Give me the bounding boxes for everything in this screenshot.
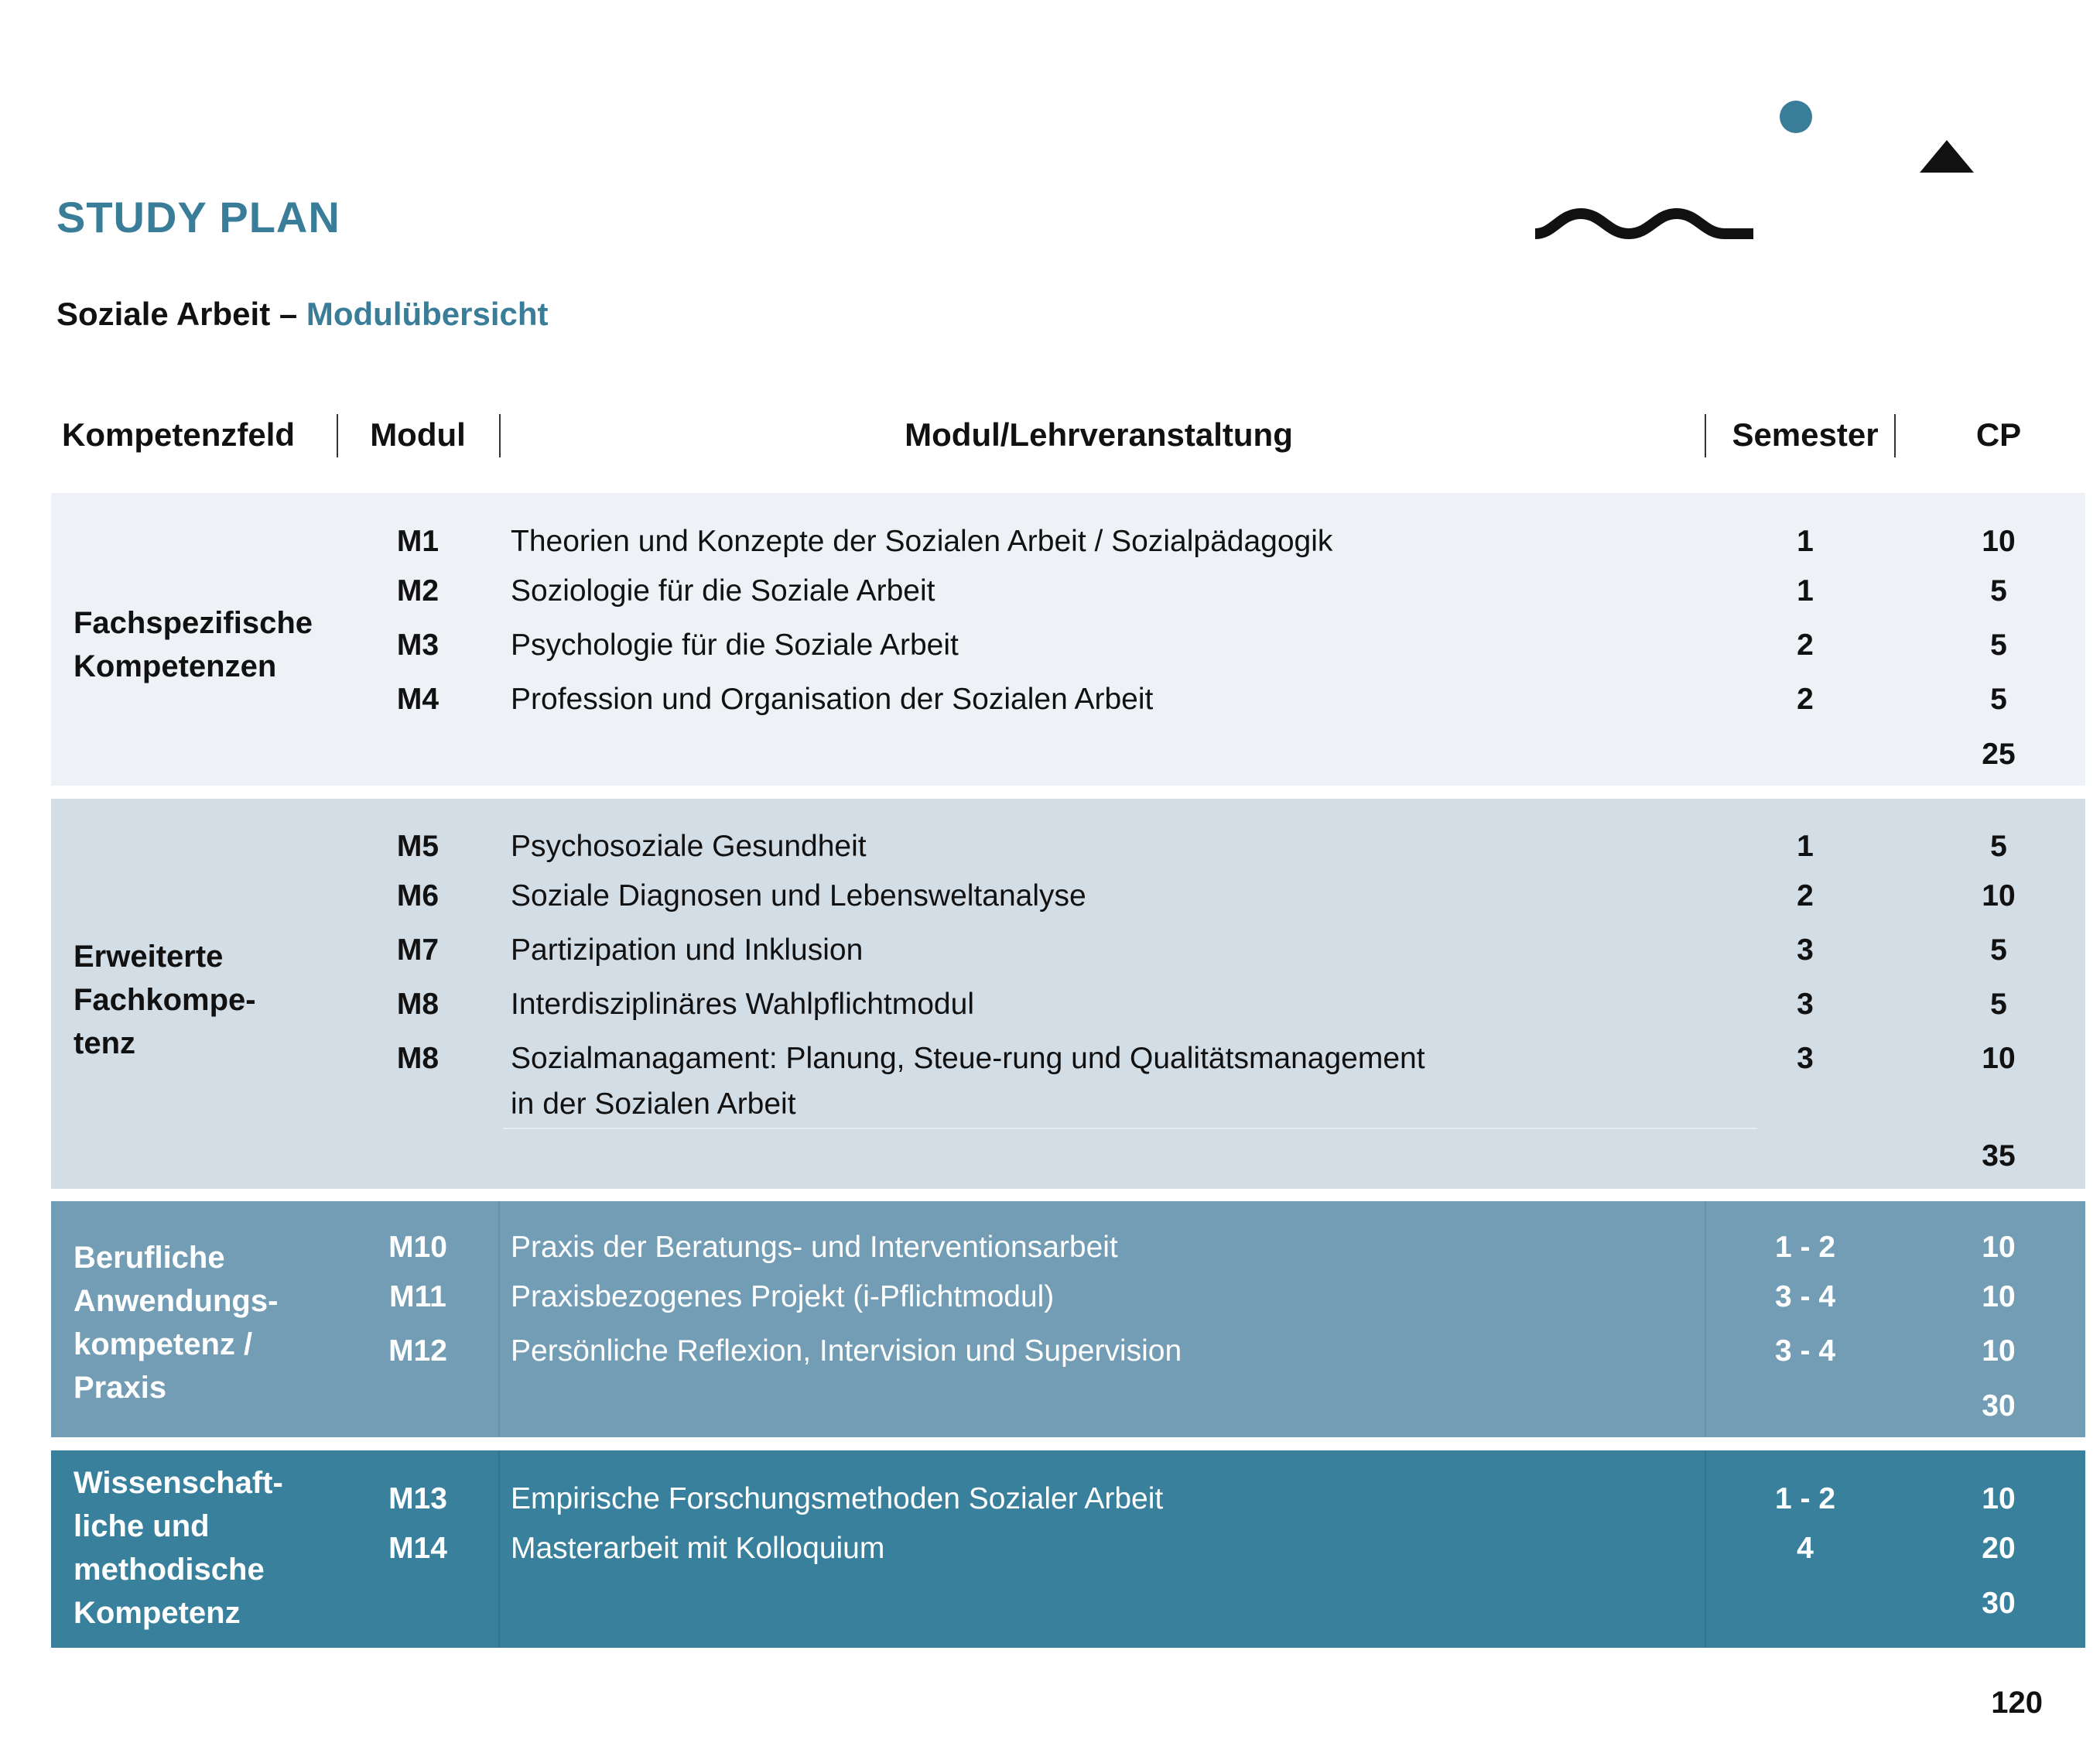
semester-value: 2 bbox=[1797, 683, 1814, 716]
semester-value: 1 - 2 bbox=[1774, 1482, 1836, 1515]
page-title: STUDY PLAN bbox=[56, 193, 340, 241]
course-title: Empirische Forschungsmethoden Sozialer Arbeit bbox=[511, 1482, 1164, 1515]
semester-value: 1 - 2 bbox=[1774, 1231, 1836, 1264]
field-line: Fachspezifische bbox=[74, 606, 313, 640]
semester-value: 3 bbox=[1797, 933, 1814, 967]
group-total-cp: 30 bbox=[1982, 1587, 2016, 1620]
cp-value: 5 bbox=[1990, 988, 2007, 1021]
semester-value: 1 bbox=[1797, 574, 1814, 608]
column-line bbox=[1705, 1450, 1706, 1648]
semester-value: 3 bbox=[1797, 1042, 1814, 1075]
course-title: Masterarbeit mit Kolloquium bbox=[511, 1532, 885, 1565]
semester-value: 2 bbox=[1797, 879, 1814, 913]
cp-value: 5 bbox=[1990, 574, 2007, 608]
wave-icon bbox=[1531, 201, 1756, 248]
module-code: M8 bbox=[396, 988, 439, 1021]
cp-value: 20 bbox=[1982, 1532, 2016, 1565]
module-code: M8 bbox=[396, 1042, 439, 1075]
course-title: Soziale Diagnosen und Lebensweltanalyse bbox=[511, 879, 1086, 913]
field-line: Anwendungs- bbox=[74, 1284, 279, 1318]
column-header-module: Modul bbox=[370, 416, 466, 453]
course-title: Praxis der Beratungs- und Interventionsarbeit bbox=[511, 1231, 1118, 1264]
module-code: M12 bbox=[388, 1334, 447, 1368]
row-divider bbox=[503, 1128, 1757, 1129]
cp-value: 10 bbox=[1982, 1042, 2016, 1075]
field-line: kompetenz / bbox=[74, 1327, 253, 1361]
module-code: M13 bbox=[388, 1482, 447, 1515]
module-code: M1 bbox=[396, 525, 439, 558]
module-code: M2 bbox=[396, 574, 439, 608]
competence-field bbox=[74, 601, 313, 688]
cp-value: 5 bbox=[1990, 933, 2007, 967]
semester-value: 1 bbox=[1797, 525, 1814, 558]
column-header-semester: Semester bbox=[1732, 416, 1879, 453]
module-code: M3 bbox=[396, 628, 439, 662]
course-title: Soziologie für die Soziale Arbeit bbox=[511, 574, 935, 608]
competence-field bbox=[74, 1236, 278, 1409]
cp-value: 5 bbox=[1990, 830, 2007, 863]
module-code: M7 bbox=[396, 933, 439, 967]
module-code: M4 bbox=[396, 683, 439, 716]
semester-value: 3 bbox=[1797, 988, 1814, 1021]
field-line: Erweiterte bbox=[74, 940, 224, 974]
course-title: Profession und Organisation der Sozialen Arbeit bbox=[511, 683, 1154, 716]
field-line: Kompetenzen bbox=[74, 649, 277, 683]
cp-value: 10 bbox=[1982, 525, 2016, 558]
column-line bbox=[1705, 1201, 1706, 1437]
course-title: Theorien und Konzepte der Sozialen Arbeit / Sozialpädagogik bbox=[511, 525, 1333, 558]
column-header-course: Modul/Lehrveranstaltung bbox=[905, 416, 1293, 453]
field-line: tenz bbox=[74, 1026, 135, 1060]
module-code: M5 bbox=[396, 830, 439, 863]
field-line: Praxis bbox=[74, 1371, 167, 1405]
field-line: Fachkompe- bbox=[74, 983, 256, 1017]
semester-value: 4 bbox=[1797, 1532, 1814, 1565]
semester-value: 3 - 4 bbox=[1774, 1334, 1836, 1368]
competence-field bbox=[74, 935, 256, 1065]
page-subtitle bbox=[56, 296, 549, 333]
column-line bbox=[498, 1201, 500, 1437]
field-line: Kompetenz bbox=[74, 1596, 241, 1630]
column-header-field: Kompetenzfeld bbox=[62, 416, 296, 453]
module-code: M6 bbox=[396, 879, 439, 913]
course-title: Psychosoziale Gesundheit bbox=[511, 830, 867, 863]
group-total-cp: 25 bbox=[1982, 738, 2016, 771]
column-divider bbox=[337, 414, 338, 457]
course-title: Persönliche Reflexion, Intervision und Supervision bbox=[511, 1334, 1182, 1368]
column-header-cp: CP bbox=[1975, 416, 2022, 453]
semester-value: 3 - 4 bbox=[1774, 1280, 1836, 1313]
field-line: Wissenschaft- bbox=[74, 1466, 283, 1500]
triangle-icon bbox=[1917, 138, 1976, 175]
cp-value: 5 bbox=[1990, 683, 2007, 716]
course-title: Partizipation und Inklusion bbox=[511, 933, 864, 967]
subtitle-accent: Modulübersicht bbox=[306, 296, 549, 332]
course-title: Sozialmanagament: Planung, Steue-rung und Qualitätsmanagement bbox=[511, 1042, 1425, 1075]
group-total-cp: 30 bbox=[1982, 1389, 2016, 1423]
column-line bbox=[498, 1450, 500, 1648]
cp-value: 10 bbox=[1982, 1231, 2016, 1264]
field-line: methodische bbox=[74, 1553, 265, 1587]
field-line: Berufliche bbox=[74, 1241, 225, 1275]
semester-value: 1 bbox=[1797, 830, 1814, 863]
module-code: M11 bbox=[389, 1280, 446, 1313]
course-title-continued: in der Sozialen Arbeit bbox=[511, 1087, 796, 1121]
cp-value: 10 bbox=[1982, 1482, 2016, 1515]
course-title: Psychologie für die Soziale Arbeit bbox=[511, 628, 959, 662]
cp-value: 5 bbox=[1990, 628, 2007, 662]
module-code: M14 bbox=[388, 1532, 447, 1565]
cp-value: 10 bbox=[1982, 879, 2016, 913]
module-code: M10 bbox=[388, 1231, 447, 1264]
semester-value: 2 bbox=[1797, 628, 1814, 662]
subtitle-main: Soziale Arbeit – bbox=[56, 296, 306, 332]
course-title: Interdisziplinäres Wahlpflichtmodul bbox=[511, 988, 974, 1021]
column-divider bbox=[499, 414, 501, 457]
cp-value: 10 bbox=[1982, 1334, 2016, 1368]
column-divider bbox=[1705, 414, 1706, 457]
column-divider bbox=[1894, 414, 1896, 457]
group-total-cp: 35 bbox=[1982, 1139, 2016, 1173]
competence-field bbox=[74, 1461, 283, 1635]
course-title: Praxisbezogenes Projekt (i-Pflichtmodul) bbox=[511, 1280, 1055, 1313]
cp-value: 10 bbox=[1982, 1280, 2016, 1313]
field-line: liche und bbox=[74, 1509, 210, 1543]
page-number: 120 bbox=[1991, 1686, 2043, 1720]
dot-icon bbox=[1778, 99, 1814, 135]
